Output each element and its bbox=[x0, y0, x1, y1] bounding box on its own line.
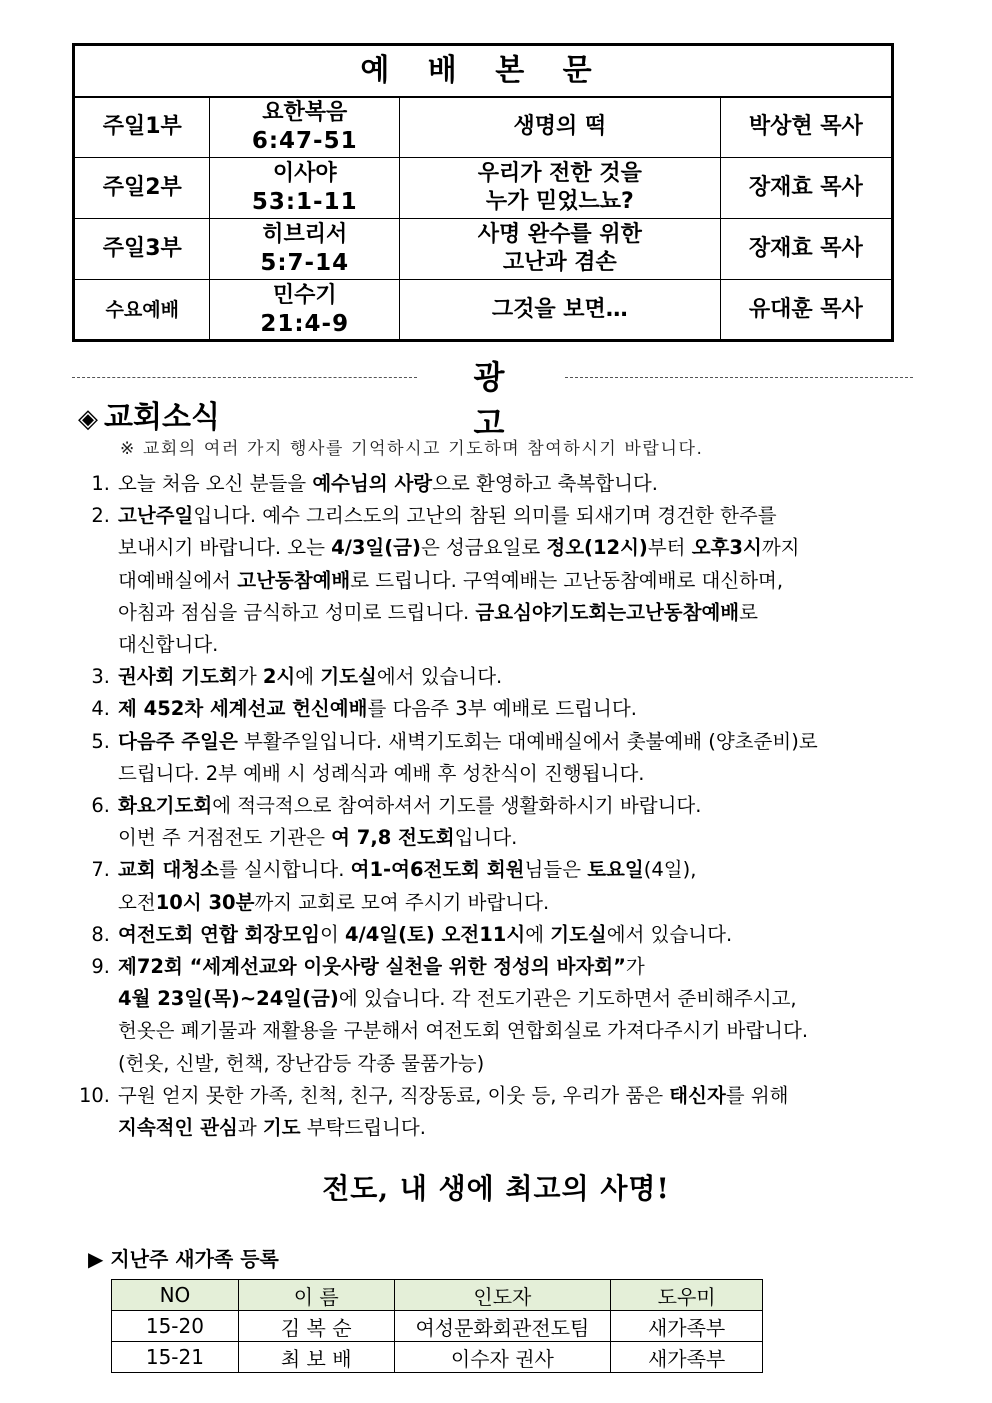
divider-left bbox=[72, 377, 417, 378]
text: 으로 환영하고 축복합니다. bbox=[432, 472, 658, 495]
text: 입니다. 예수 그리스도의 고난의 참된 의미를 되새기며 경건한 한주를 bbox=[193, 504, 777, 528]
sermon-title bbox=[399, 158, 720, 219]
text-bold: 4/3일(금) bbox=[331, 536, 421, 560]
service-name: 주일3부 bbox=[74, 219, 210, 280]
sermon-line: 그것을 보면… bbox=[491, 296, 628, 322]
table-row bbox=[74, 97, 893, 158]
list-item bbox=[74, 500, 914, 661]
item-line bbox=[118, 726, 914, 758]
table-row bbox=[112, 1342, 763, 1373]
text-bold: 고난동참예배 bbox=[237, 568, 351, 592]
scripture-book: 히브리서 bbox=[262, 222, 348, 247]
table-row bbox=[74, 219, 893, 280]
scripture-ref: 53:1-11 bbox=[251, 189, 358, 215]
text: 님들은 bbox=[524, 858, 588, 882]
text: 가 bbox=[237, 665, 263, 689]
item-text bbox=[118, 951, 914, 1080]
text-bold: 4월 23일(목)~24일(금) bbox=[118, 987, 339, 1011]
pastor-name: 장재효 목사 bbox=[720, 219, 892, 280]
item-text bbox=[118, 790, 914, 854]
text-bold: 다음주 주일은 bbox=[118, 729, 238, 753]
worship-table bbox=[72, 43, 894, 342]
cell: 새가족부 bbox=[611, 1311, 763, 1342]
list-item bbox=[74, 1080, 914, 1144]
col-header: 인도자 bbox=[394, 1280, 611, 1311]
cell: 이수자 권사 bbox=[394, 1342, 611, 1373]
item-number: 9. bbox=[91, 955, 110, 979]
service-name: 수요예배 bbox=[74, 280, 210, 341]
item-line bbox=[118, 951, 914, 983]
text-bold: 제 452차 세계선교 헌신예배 bbox=[118, 697, 368, 721]
sermon-title bbox=[399, 280, 720, 341]
divider-right bbox=[565, 377, 913, 378]
text: 부탁드립니다. bbox=[300, 1116, 426, 1140]
church-news-heading bbox=[78, 392, 220, 436]
scripture bbox=[210, 97, 399, 158]
sermon-line: 우리가 전한 것을 bbox=[477, 161, 642, 186]
pastor-name: 장재효 목사 bbox=[720, 158, 892, 219]
item-line bbox=[118, 500, 914, 532]
item-number: 4. bbox=[91, 697, 110, 721]
item-text bbox=[118, 1080, 914, 1144]
item-text bbox=[118, 468, 914, 500]
item-text bbox=[118, 919, 914, 951]
text: 를 다음주 3부 예배로 드립니다. bbox=[367, 697, 637, 721]
text: 오전 bbox=[118, 890, 156, 914]
table-row bbox=[112, 1311, 763, 1342]
item-number: 8. bbox=[91, 922, 110, 946]
text-bold: 정오(12시) bbox=[546, 536, 648, 560]
text-bold: 오후3시 bbox=[691, 536, 762, 560]
scripture-ref: 6:47-51 bbox=[251, 128, 358, 155]
list-item bbox=[74, 790, 914, 854]
text-bold: 기도실 bbox=[320, 665, 377, 689]
table-header-row bbox=[112, 1280, 763, 1311]
item-line bbox=[118, 565, 914, 597]
text-bold: 제72회 “세계선교와 이웃사랑 실천을 위한 정성의 바자회” bbox=[118, 955, 626, 979]
text: 구원 얻지 못한 가족, 친척, 친구, 직장동료, 이웃 등, 우리가 품은 bbox=[118, 1083, 670, 1107]
scripture-ref: 5:7-14 bbox=[260, 250, 350, 276]
text-bold: 여1-여6전도회 회원 bbox=[350, 858, 525, 882]
text-bold: 화요기도회 bbox=[118, 794, 213, 818]
item-text bbox=[118, 726, 914, 790]
motto: 전도, 내 생에 최고의 사명! bbox=[322, 1172, 670, 1205]
text-bold: 4/4일(토) 오전11시 bbox=[345, 922, 526, 946]
item-number: 1. bbox=[91, 472, 110, 495]
text: 를 위해 bbox=[725, 1083, 789, 1107]
cell: 김 복 순 bbox=[238, 1311, 394, 1342]
item-line bbox=[118, 822, 914, 854]
pastor-name: 유대훈 목사 bbox=[720, 280, 892, 341]
cell: 새가족부 bbox=[611, 1342, 763, 1373]
text: 이번 주 거점전도 기관은 bbox=[118, 826, 332, 850]
list-item bbox=[74, 661, 914, 693]
list-item bbox=[74, 468, 914, 500]
table-row bbox=[74, 280, 893, 341]
sermon-line: 생명의 떡 bbox=[513, 114, 607, 140]
scripture-ref: 21:4-9 bbox=[260, 310, 350, 337]
item-text bbox=[118, 500, 914, 661]
item-text bbox=[118, 693, 914, 725]
item-line bbox=[118, 983, 914, 1015]
item-number: 2. bbox=[91, 504, 110, 528]
pastor-name: 박상현 목사 bbox=[720, 97, 892, 158]
text: 로 드립니다. 구역예배는 고난동참예배로 대신하며, bbox=[350, 568, 784, 592]
text: 에 있습니다. 각 전도기관은 기도하면서 준비해주시고, bbox=[338, 987, 797, 1011]
cell: 여성문화회관전도팀 bbox=[394, 1311, 611, 1342]
text: 를 실시합니다. bbox=[218, 858, 351, 882]
sermon-title bbox=[399, 219, 720, 280]
text-bold: 금요심야기도회는고난동참예배 bbox=[475, 600, 740, 624]
item-line bbox=[118, 532, 914, 564]
text: 입니다. bbox=[454, 826, 518, 850]
item-line bbox=[118, 854, 914, 886]
text-bold: 여전도회 연합 회장모임 bbox=[118, 922, 320, 946]
item-line bbox=[118, 597, 914, 629]
item-number: 6. bbox=[91, 794, 110, 818]
text: 대예배실에서 bbox=[118, 568, 238, 592]
church-news-title: 교회소식 bbox=[104, 400, 220, 435]
text: 에서 있습니다. bbox=[606, 922, 733, 946]
list-item bbox=[74, 693, 914, 725]
text-bold: 교회 대청소 bbox=[118, 858, 219, 882]
scripture bbox=[210, 280, 399, 341]
text: 까지 bbox=[761, 536, 800, 560]
item-line bbox=[118, 790, 914, 822]
text-bold: 태신자 bbox=[669, 1083, 726, 1107]
item-text bbox=[118, 661, 914, 693]
item-number: 3. bbox=[91, 665, 110, 689]
text: 에서 있습니다. bbox=[376, 665, 503, 689]
sermon-line: 누가 믿었느뇨? bbox=[485, 189, 634, 214]
list-item bbox=[74, 854, 914, 918]
new-family-heading: ▶ 지난주 새가족 등록 bbox=[88, 1247, 279, 1271]
text-bold: 고난주일 bbox=[118, 504, 194, 528]
text: 보내시기 바랍니다. 오는 bbox=[118, 536, 332, 560]
text: 과 bbox=[237, 1116, 263, 1140]
cell: 15-21 bbox=[112, 1342, 239, 1373]
sermon-line: 고난과 겸손 bbox=[502, 250, 617, 275]
col-header: 이 름 bbox=[238, 1280, 394, 1311]
scripture-book: 요한복음 bbox=[262, 100, 348, 126]
text-bold: 기도 bbox=[262, 1116, 301, 1140]
item-line: 드립니다. 2부 예배 시 성례식과 예배 후 성찬식이 진행됩니다. bbox=[118, 761, 645, 785]
scripture-book: 이사야 bbox=[272, 161, 337, 186]
text-bold: 지속적인 관심 bbox=[118, 1116, 238, 1140]
text: (4일), bbox=[643, 858, 697, 882]
item-number: 5. bbox=[91, 729, 110, 753]
item-line: 헌옷은 폐기물과 재활용을 구분해서 여전도회 연합회실로 가져다주시기 바랍니다. bbox=[118, 1019, 809, 1043]
diamond-icon: ◈ bbox=[78, 404, 98, 434]
item-line bbox=[118, 1112, 914, 1144]
col-header: 도우미 bbox=[611, 1280, 763, 1311]
text: 에 bbox=[295, 665, 321, 689]
text-bold: 여 7,8 전도회 bbox=[331, 826, 455, 850]
text: 로 bbox=[739, 600, 758, 624]
item-text bbox=[118, 854, 914, 918]
church-news-note: ※ 교회의 여러 가지 행사를 기억하시고 기도하며 참여하시기 바랍니다. bbox=[120, 439, 704, 459]
text: 부터 bbox=[647, 536, 692, 560]
text-bold: 기도실 bbox=[550, 922, 607, 946]
text: 은 성금요일로 bbox=[420, 536, 547, 560]
item-number: 7. bbox=[91, 858, 110, 882]
text: 오늘 처음 오신 분들을 bbox=[118, 472, 313, 495]
scripture-book: 민수기 bbox=[272, 282, 337, 308]
sermon-line: 사명 완수를 위한 bbox=[477, 222, 642, 247]
text: 이 bbox=[319, 922, 345, 946]
sermon-title bbox=[399, 97, 720, 158]
list-item bbox=[74, 726, 914, 790]
text: 에 bbox=[525, 922, 551, 946]
text: 가 bbox=[625, 955, 645, 979]
item-line bbox=[118, 1080, 914, 1112]
text: 부활주일입니다. 새벽기도회는 대예배실에서 촛불예배 (양초준비)로 bbox=[237, 729, 818, 753]
worship-title: 예 배 본 문 bbox=[74, 45, 893, 97]
new-family-table bbox=[111, 1279, 763, 1373]
cell: 최 보 배 bbox=[238, 1342, 394, 1373]
text-bold: 10시 30분 bbox=[155, 890, 255, 914]
cell: 15-20 bbox=[112, 1311, 239, 1342]
text: 에 적극적으로 참여하셔서 기도를 생활화하시기 바랍니다. bbox=[212, 794, 702, 818]
list-item bbox=[74, 919, 914, 951]
item-line: (헌옷, 신발, 헌책, 장난감등 각종 물품가능) bbox=[118, 1051, 485, 1075]
ad-title: 광 고 bbox=[473, 358, 531, 442]
table-row bbox=[74, 158, 893, 219]
text-bold: 권사회 기도회 bbox=[118, 665, 238, 689]
text-bold: 예수님의 사랑 bbox=[312, 472, 433, 495]
text-bold: 2시 bbox=[262, 665, 296, 689]
text-bold: 토요일 bbox=[587, 858, 644, 882]
text: 아침과 점심을 금식하고 성미로 드립니다. bbox=[118, 600, 476, 624]
news-list bbox=[74, 468, 914, 1144]
item-number: 10. bbox=[78, 1083, 110, 1107]
item-line bbox=[118, 887, 914, 919]
item-line: 대신합니다. bbox=[118, 633, 219, 657]
list-item bbox=[74, 951, 914, 1080]
scripture bbox=[210, 219, 399, 280]
col-header: NO bbox=[112, 1280, 239, 1311]
service-name: 주일1부 bbox=[74, 97, 210, 158]
text: 까지 교회로 모여 주시기 바랍니다. bbox=[254, 890, 550, 914]
service-name: 주일2부 bbox=[74, 158, 210, 219]
scripture bbox=[210, 158, 399, 219]
